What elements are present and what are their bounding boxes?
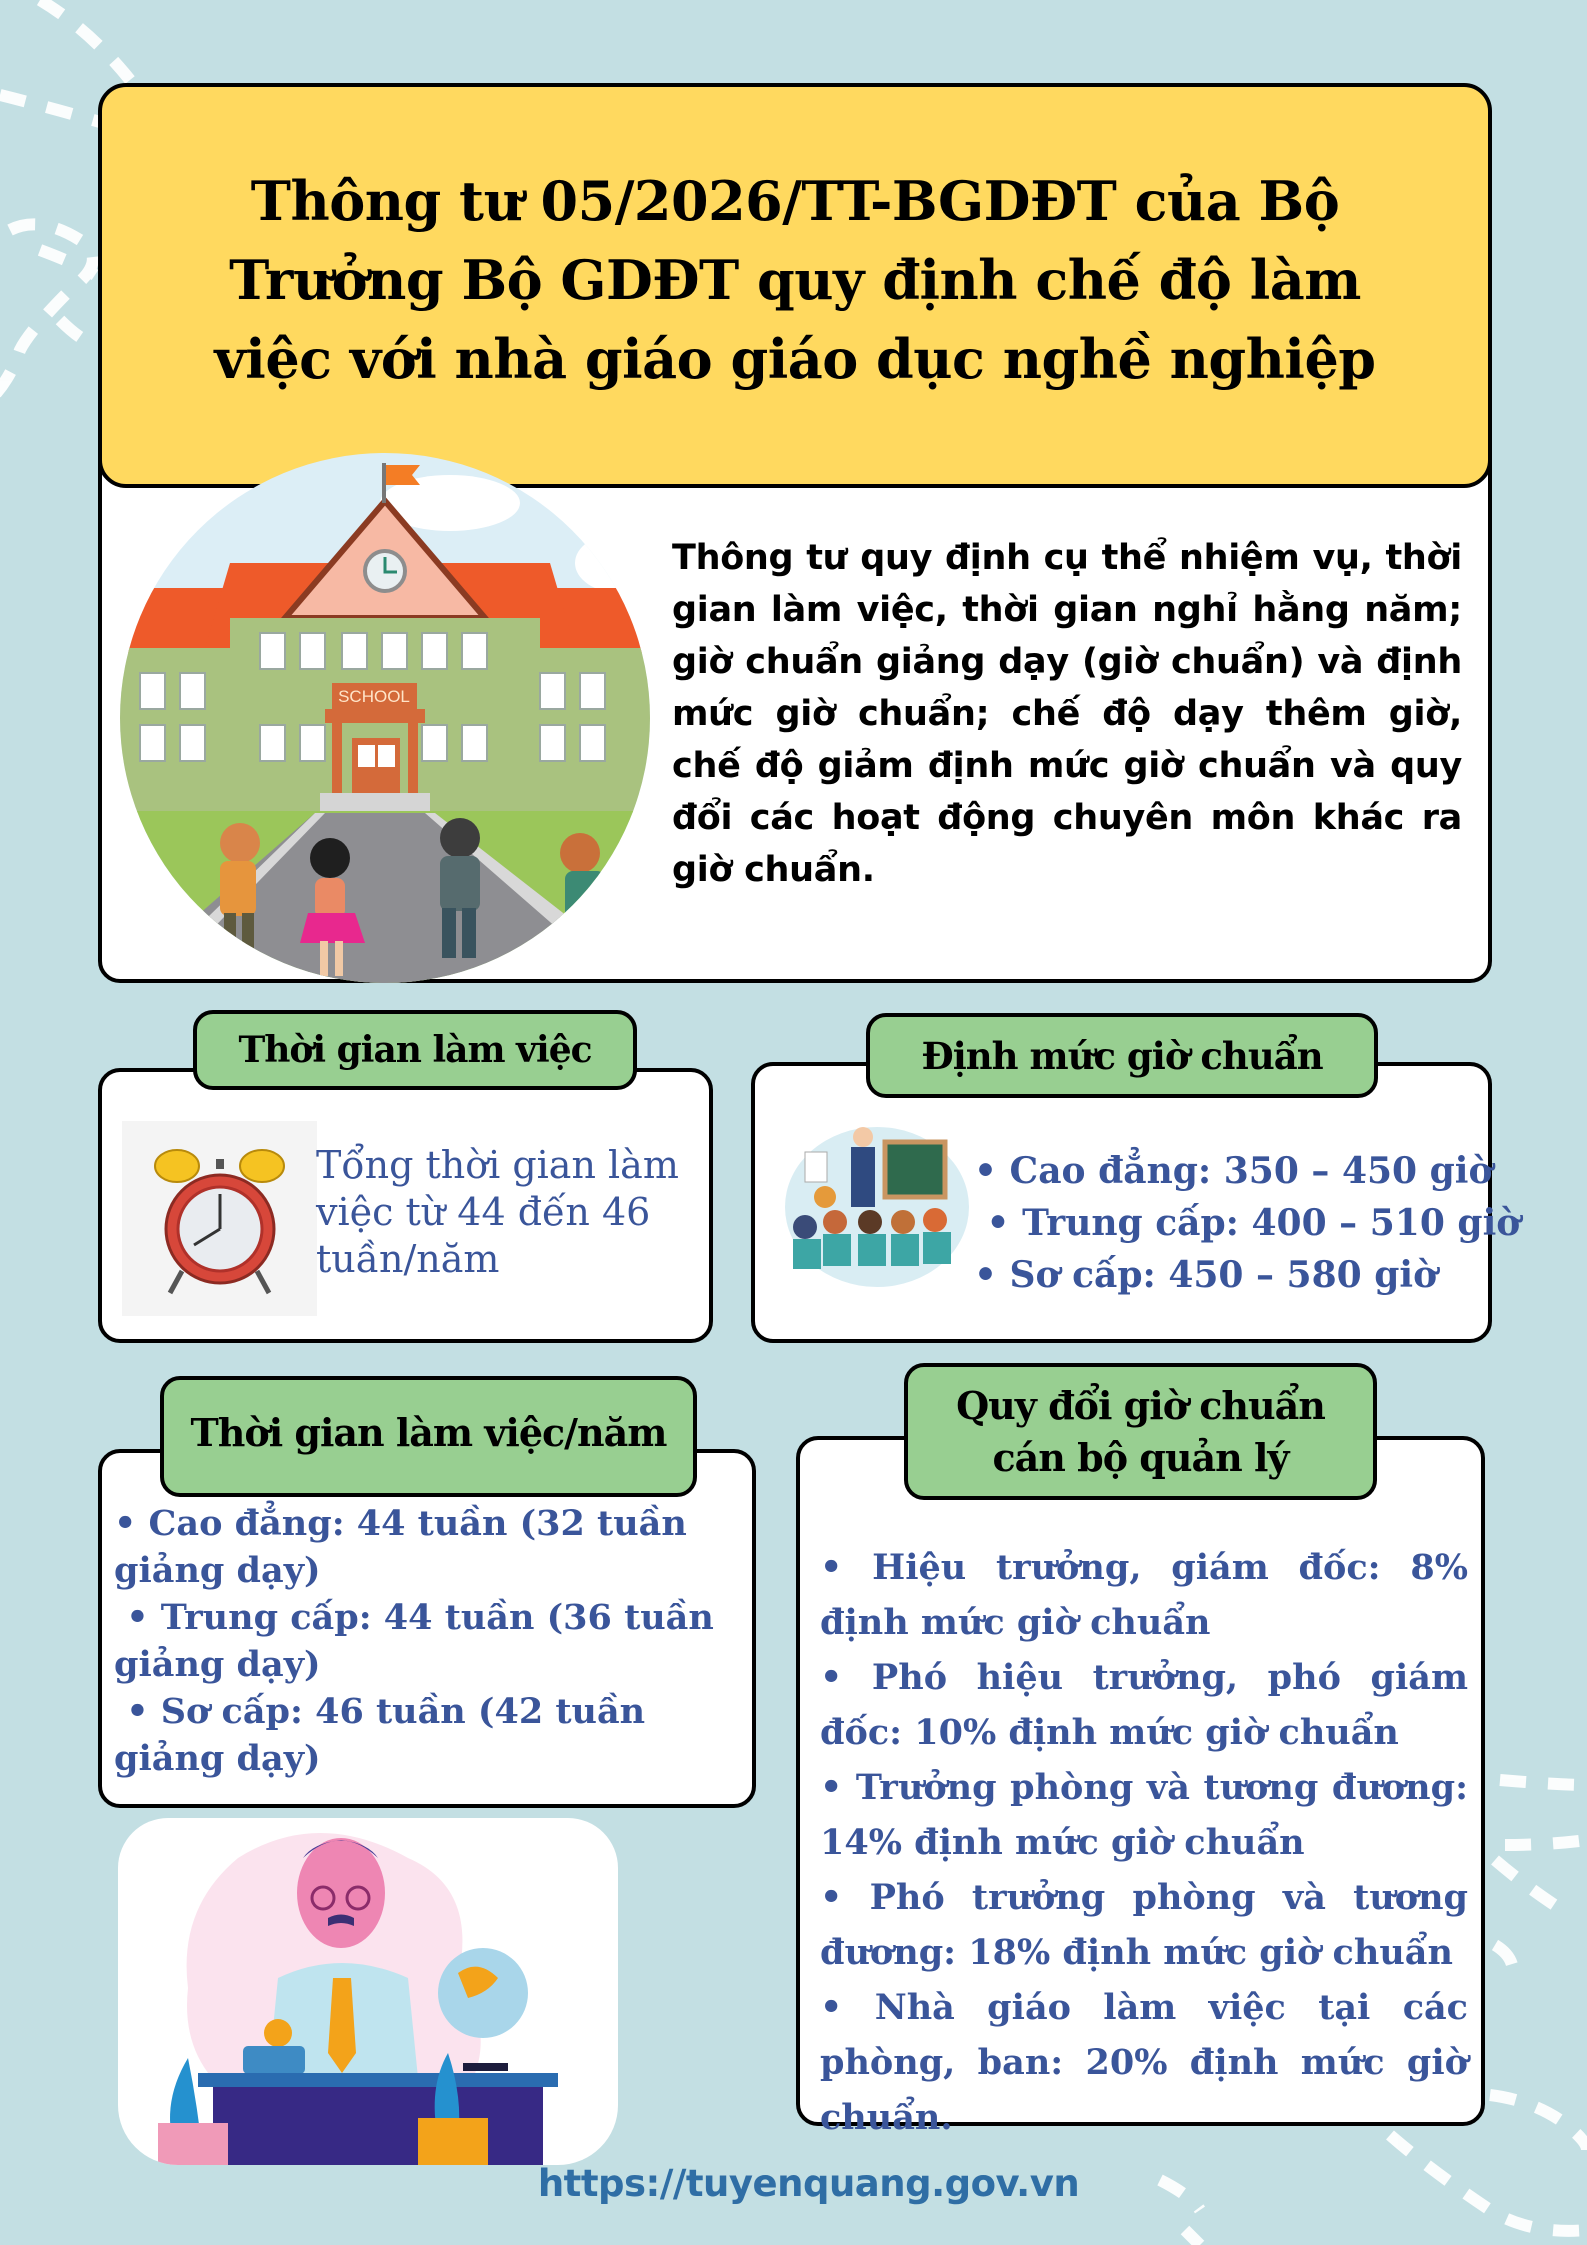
management-conversion-list [820, 1540, 1468, 2145]
alarm-clock-icon [122, 1121, 317, 1316]
title-line-2: Trưởng Bộ GDĐT quy định chế độ làm [229, 248, 1361, 312]
yearly-time-item: • Sơ cấp: 46 tuần (42 tuần giảng dạy) [114, 1691, 658, 1779]
management-conversion-item: • Trưởng phòng và tương đương: 14% định mức giờ chuẩn [820, 1767, 1468, 1863]
title-banner [98, 83, 1492, 488]
management-conversion-item: • Hiệu trưởng, giám đốc: 8% định mức giờ chuẩn [820, 1547, 1468, 1643]
standard-hours-list [974, 1145, 1521, 1301]
yearly-time-item: • Trung cấp: 44 tuần (36 tuần giảng dạy) [114, 1597, 726, 1685]
source-url[interactable]: https://tuyenquang.gov.vn [537, 2162, 1080, 2205]
yearly-time-item: • Cao đẳng: 44 tuần (32 tuần giảng dạy) [114, 1503, 699, 1591]
standard-hours-label: Định mức giờ chuẩn [866, 1013, 1378, 1098]
yearly-time-list [114, 1500, 744, 1782]
title-line-1: Thông tư 05/2026/TT-BGDĐT của Bộ [250, 169, 1340, 233]
working-time-text: Tổng thời gian làm việc từ 44 đến 46 tuần/năm [316, 1143, 679, 1281]
classroom-illustration [785, 1122, 970, 1292]
page-title [214, 162, 1375, 399]
working-time-label: Thời gian làm việc [193, 1010, 637, 1090]
title-line-3: việc với nhà giáo giáo dục nghề nghiệp [214, 327, 1376, 391]
school-sign: SCHOOL [338, 687, 410, 706]
teacher-at-desk-illustration [118, 1818, 618, 2165]
standard-hours-item: • Cao đẳng: 350 – 450 giờ [974, 1150, 1493, 1192]
standard-hours-item: • Sơ cấp: 450 – 580 giờ [974, 1254, 1438, 1296]
label-line-2: cán bộ quản lý [992, 1434, 1289, 1480]
management-conversion-item: • Nhà giáo làm việc tại các phòng, ban: 20% định mức giờ chuẩn. [820, 1987, 1468, 2138]
management-conversion-item: • Phó trưởng phòng và tương đương: 18% định mức giờ chuẩn [820, 1877, 1468, 1973]
management-conversion-item: • Phó hiệu trưởng, phó giám đốc: 10% định mức giờ chuẩn [820, 1657, 1468, 1753]
management-conversion-label [904, 1363, 1377, 1500]
standard-hours-item: • Trung cấp: 400 – 510 giờ [974, 1202, 1521, 1244]
label-line-1: Quy đổi giờ chuẩn [956, 1382, 1325, 1428]
school-illustration [120, 453, 650, 983]
intro-paragraph: Thông tư quy định cụ thể nhiệm vụ, thời gian làm việc, thời gian nghỉ hằng năm; giờ chuẩn giảng dạy (giờ chuẩn) và định mức giờ chuẩn; chế độ dạy thêm giờ, chế độ giảm định mức giờ chuẩn và quy đổi các hoạt động chuyên môn khác ra giờ chuẩn. [672, 538, 1462, 890]
yearly-time-label: Thời gian làm việc/năm [160, 1376, 697, 1497]
